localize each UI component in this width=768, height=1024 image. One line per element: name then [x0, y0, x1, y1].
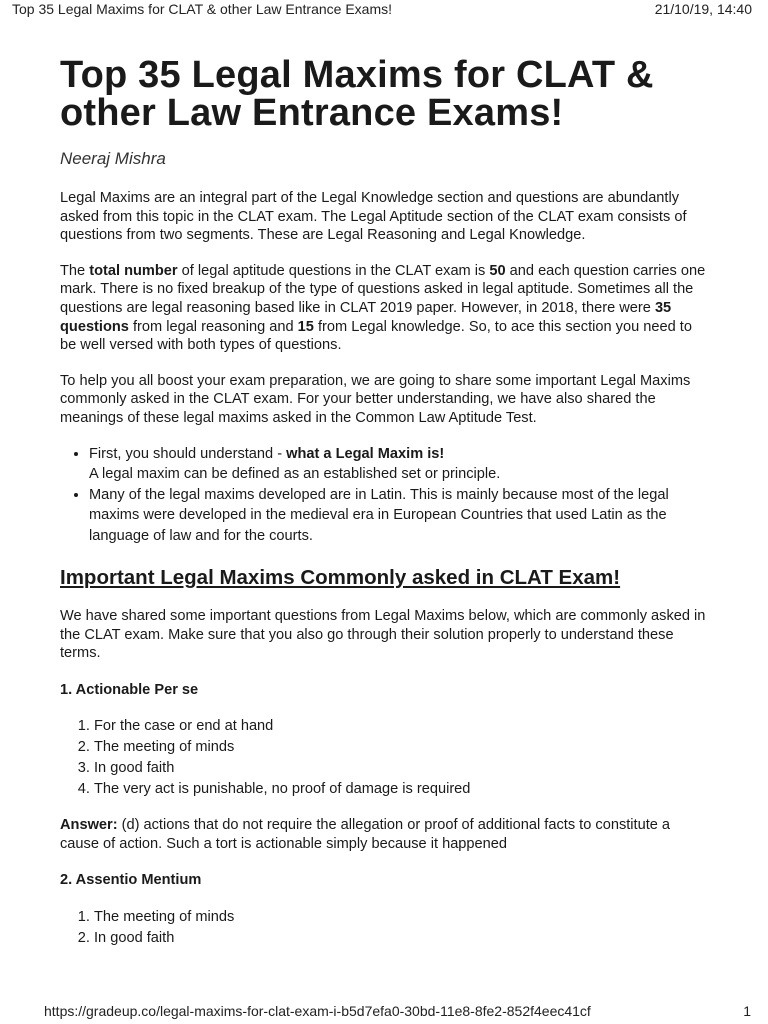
boost-preparation-paragraph: To help you all boost your exam preparation, we are going to share some important Legal Maxims commonly asked in the CLAT exam. For your better understanding, we have also shared the meanings of these legal maxims asked in the Common Law Aptitude Test. — [60, 372, 691, 426]
print-footer — [0, 1003, 768, 1023]
answer-label: Answer: — [60, 817, 118, 834]
p2-text-5: from Legal knowledge. So, to ace this section you need to be well versed with both types of questions. — [60, 318, 692, 354]
question-1-title: 1. Actionable Per se — [60, 681, 199, 698]
article-content — [60, 56, 710, 948]
p2-bold-35-questions: 35 questions — [60, 299, 672, 335]
bullet-1-prefix: First, you should understand - — [89, 445, 287, 462]
list-item: 1. The meeting of minds — [94, 907, 710, 928]
print-header-title: Top 35 Legal Maxims for CLAT & other Law Entrance Exams! — [12, 1, 392, 17]
list-item: 4. The very act is punishable, no proof of damage is required — [94, 779, 710, 800]
bullet-item-latin: • Many of the legal maxims developed are in Latin. This is mainly because most of the legal maxims were developed in the medieval era in European Countries that used Latin as the language of law and for the courts. — [89, 485, 710, 547]
article-author: Neeraj Mishra — [60, 149, 166, 168]
section-heading: Important Legal Maxims Commonly asked in CLAT Exam! — [60, 566, 621, 590]
list-item: 2. In good faith — [94, 928, 710, 949]
question-1-options — [60, 716, 710, 799]
intro-paragraph: Legal Maxims are an integral part of the Legal Knowledge section and questions are abundantly asked from this topic in the CLAT exam. The Legal Aptitude section of the CLAT exam consists of questions from two segments. These are Legal Reasoning and Legal Knowledge. — [60, 190, 687, 244]
list-item: 2. The meeting of minds — [94, 737, 710, 758]
bullet-1-line2: A legal maxim can be defined as an established set or principle. — [89, 466, 501, 483]
section-intro-paragraph: We have shared some important questions from Legal Maxims below, which are commonly asked in the CLAT exam. Make sure that you also go through their solution properly to understand these terms. — [60, 608, 706, 662]
bullet-1-bold: what a Legal Maxim is! — [286, 445, 445, 462]
print-header — [0, 0, 768, 22]
total-questions-paragraph — [60, 262, 710, 355]
print-header-datetime: 21/10/19, 14:40 — [654, 1, 752, 17]
p2-text-2: of legal aptitude questions in the CLAT exam is — [177, 262, 490, 279]
list-item: 3. In good faith — [94, 758, 710, 779]
p2-text-3: and each question carries one mark. There is no fixed breakup of the type of questions asked in legal aptitude. Sometimes all the questions are legal reasoning based like in CLAT 2019 paper. However, in 2018, there were — [60, 262, 706, 316]
p2-text-4: from legal reasoning and — [128, 318, 298, 335]
article-title: Top 35 Legal Maxims for CLAT & other Law Entrance Exams! — [60, 54, 654, 134]
p2-bold-total-number: total number — [89, 262, 178, 279]
question-2-options — [60, 907, 710, 948]
page-number: 1 — [743, 1003, 751, 1019]
print-footer-url: https://gradeup.co/legal-maxims-for-clat-exam-i-b5d7efa0-30bd-11e8-8fe2-852f4eec41cf — [44, 1003, 591, 1019]
bullet-list — [60, 444, 710, 547]
question-1-answer — [60, 816, 710, 853]
bullet-item-definition — [89, 444, 710, 485]
p2-bold-50: 50 — [489, 262, 506, 279]
p2-bold-15: 15 — [297, 318, 314, 335]
list-item: 1. For the case or end at hand — [94, 716, 710, 737]
question-2-title: 2. Assentio Mentium — [60, 872, 202, 889]
p2-text-1: The — [60, 262, 90, 279]
answer-text: (d) actions that do not require the allegation or proof of additional facts to constitute a cause of action. Such a tort is actionable simply because it happened — [60, 817, 671, 852]
